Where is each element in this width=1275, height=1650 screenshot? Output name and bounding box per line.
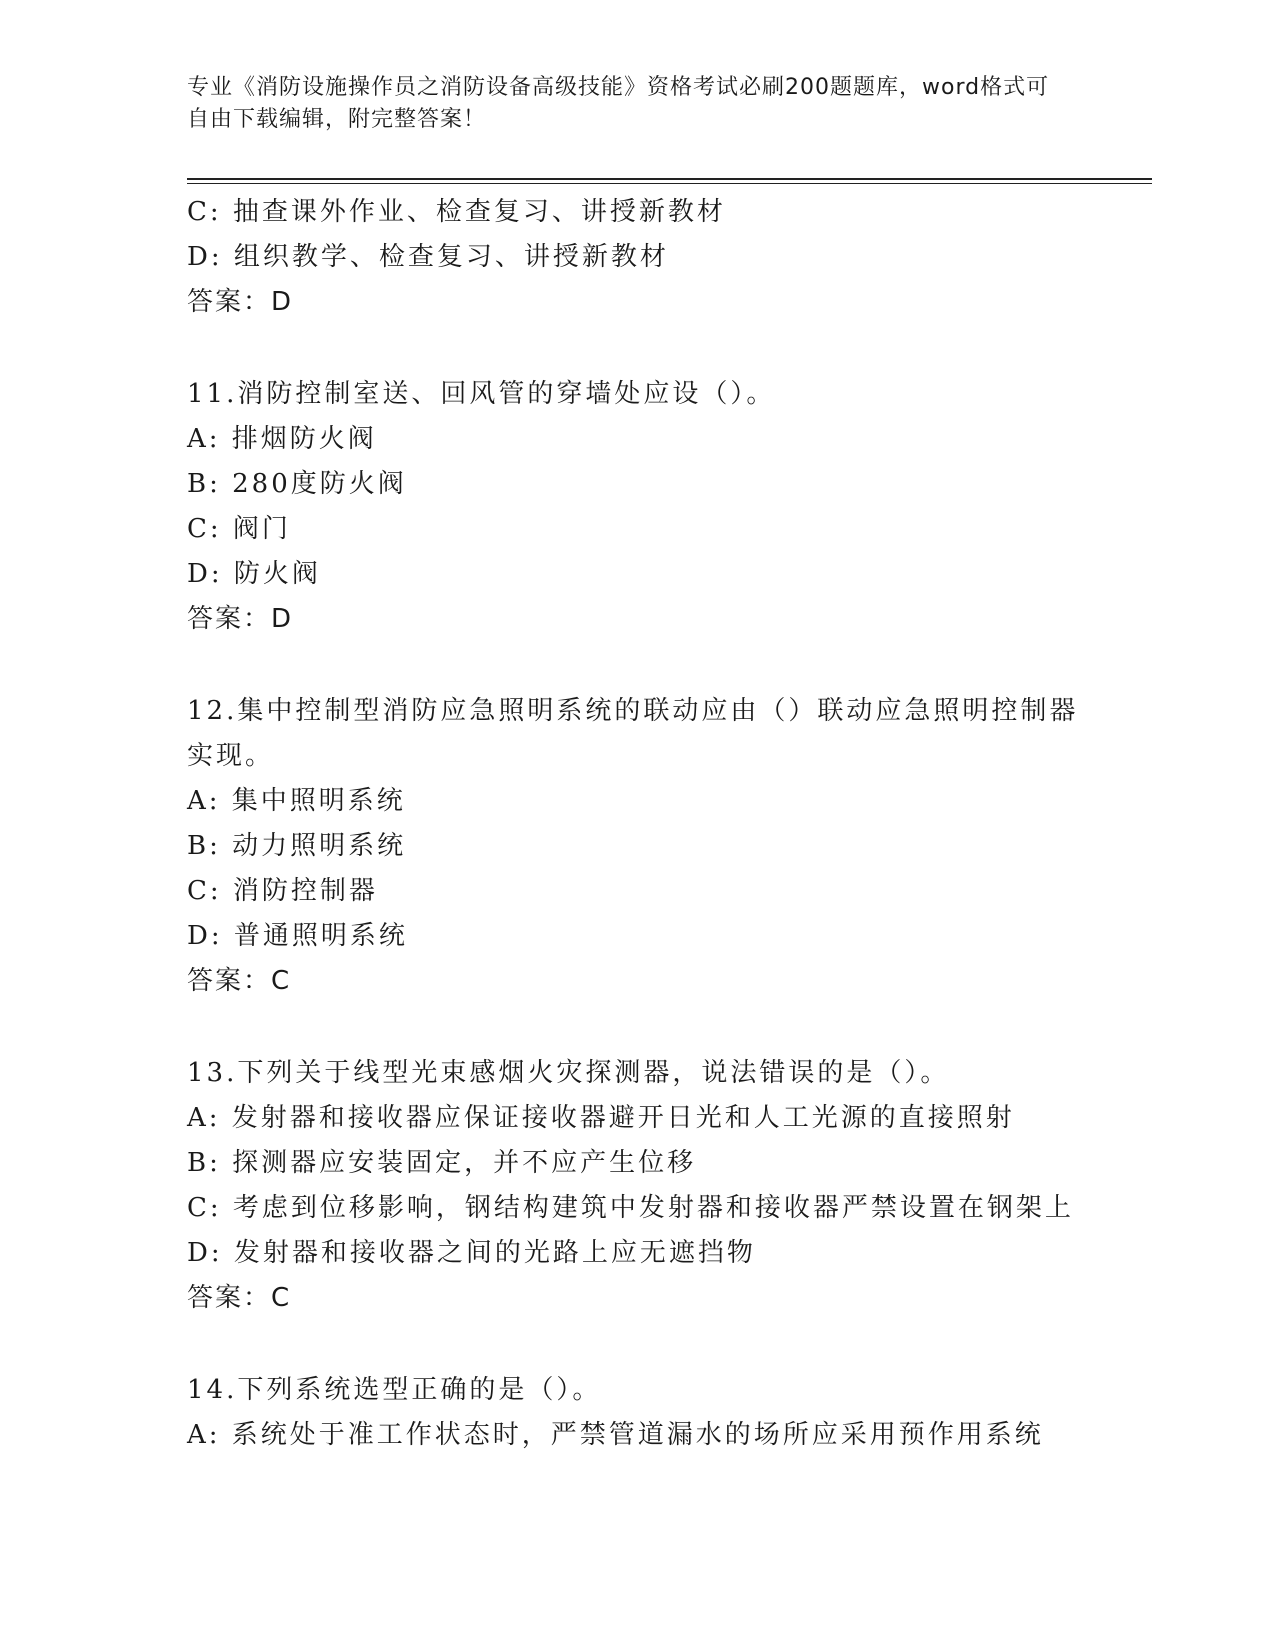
answer-line: 答案：C bbox=[187, 966, 292, 996]
header-divider-thin bbox=[187, 183, 1152, 184]
option-c: C: 抽查课外作业、检查复习、讲授新教材 bbox=[187, 197, 726, 227]
question-block-prev bbox=[187, 190, 1087, 325]
spacer bbox=[187, 1321, 1087, 1368]
answer-line: 答案：D bbox=[187, 287, 294, 317]
option-b: B: 探测器应安装固定，并不应产生位移 bbox=[187, 1148, 697, 1178]
option-b: B: 280度防火阀 bbox=[187, 469, 407, 499]
header-divider-thick bbox=[187, 178, 1152, 180]
question-block-13 bbox=[187, 1051, 1087, 1321]
option-b: B: 动力照明系统 bbox=[187, 831, 407, 861]
option-d: D: 发射器和接收器之间的光路上应无遮挡物 bbox=[187, 1238, 756, 1268]
option-a: A: 发射器和接收器应保证接收器避开日光和人工光源的直接照射 bbox=[187, 1103, 1015, 1133]
answer-line: 答案：D bbox=[187, 604, 294, 634]
question-text: 11.消防控制室送、回风管的穿墙处应设（）。 bbox=[187, 379, 776, 409]
question-list bbox=[187, 190, 1087, 1458]
option-d: D: 防火阀 bbox=[187, 559, 321, 589]
question-text: 14.下列系统选型正确的是（）。 bbox=[187, 1375, 602, 1405]
document-header: 专业《消防设施操作员之消防设备高级技能》资格考试必刷200题题库，word格式可自由下载编辑，附完整答案！ bbox=[187, 75, 1050, 132]
option-d: D: 组织教学、检查复习、讲授新教材 bbox=[187, 242, 669, 272]
option-a: A: 系统处于准工作状态时，严禁管道漏水的场所应采用预作用系统 bbox=[187, 1420, 1044, 1450]
question-text-line-2: 实现。 bbox=[187, 741, 275, 771]
option-a: A: 集中照明系统 bbox=[187, 786, 406, 816]
spacer bbox=[187, 642, 1087, 689]
question-block-12 bbox=[187, 689, 1087, 1004]
spacer bbox=[187, 325, 1087, 372]
question-block-11 bbox=[187, 372, 1087, 642]
question-block-14 bbox=[187, 1368, 1087, 1458]
option-c: C: 考虑到位移影响，钢结构建筑中发射器和接收器严禁设置在钢架上 bbox=[187, 1193, 1074, 1223]
question-text-line-1: 12.集中控制型消防应急照明系统的联动应由（）联动应急照明控制器 bbox=[187, 696, 1079, 726]
option-a: A: 排烟防火阀 bbox=[187, 424, 377, 454]
option-d: D: 普通照明系统 bbox=[187, 921, 408, 951]
question-text: 13.下列关于线型光束感烟火灾探测器，说法错误的是（）。 bbox=[187, 1058, 950, 1088]
option-c: C: 阀门 bbox=[187, 514, 291, 544]
answer-line: 答案：C bbox=[187, 1283, 292, 1313]
option-c: C: 消防控制器 bbox=[187, 876, 378, 906]
spacer bbox=[187, 1004, 1087, 1051]
